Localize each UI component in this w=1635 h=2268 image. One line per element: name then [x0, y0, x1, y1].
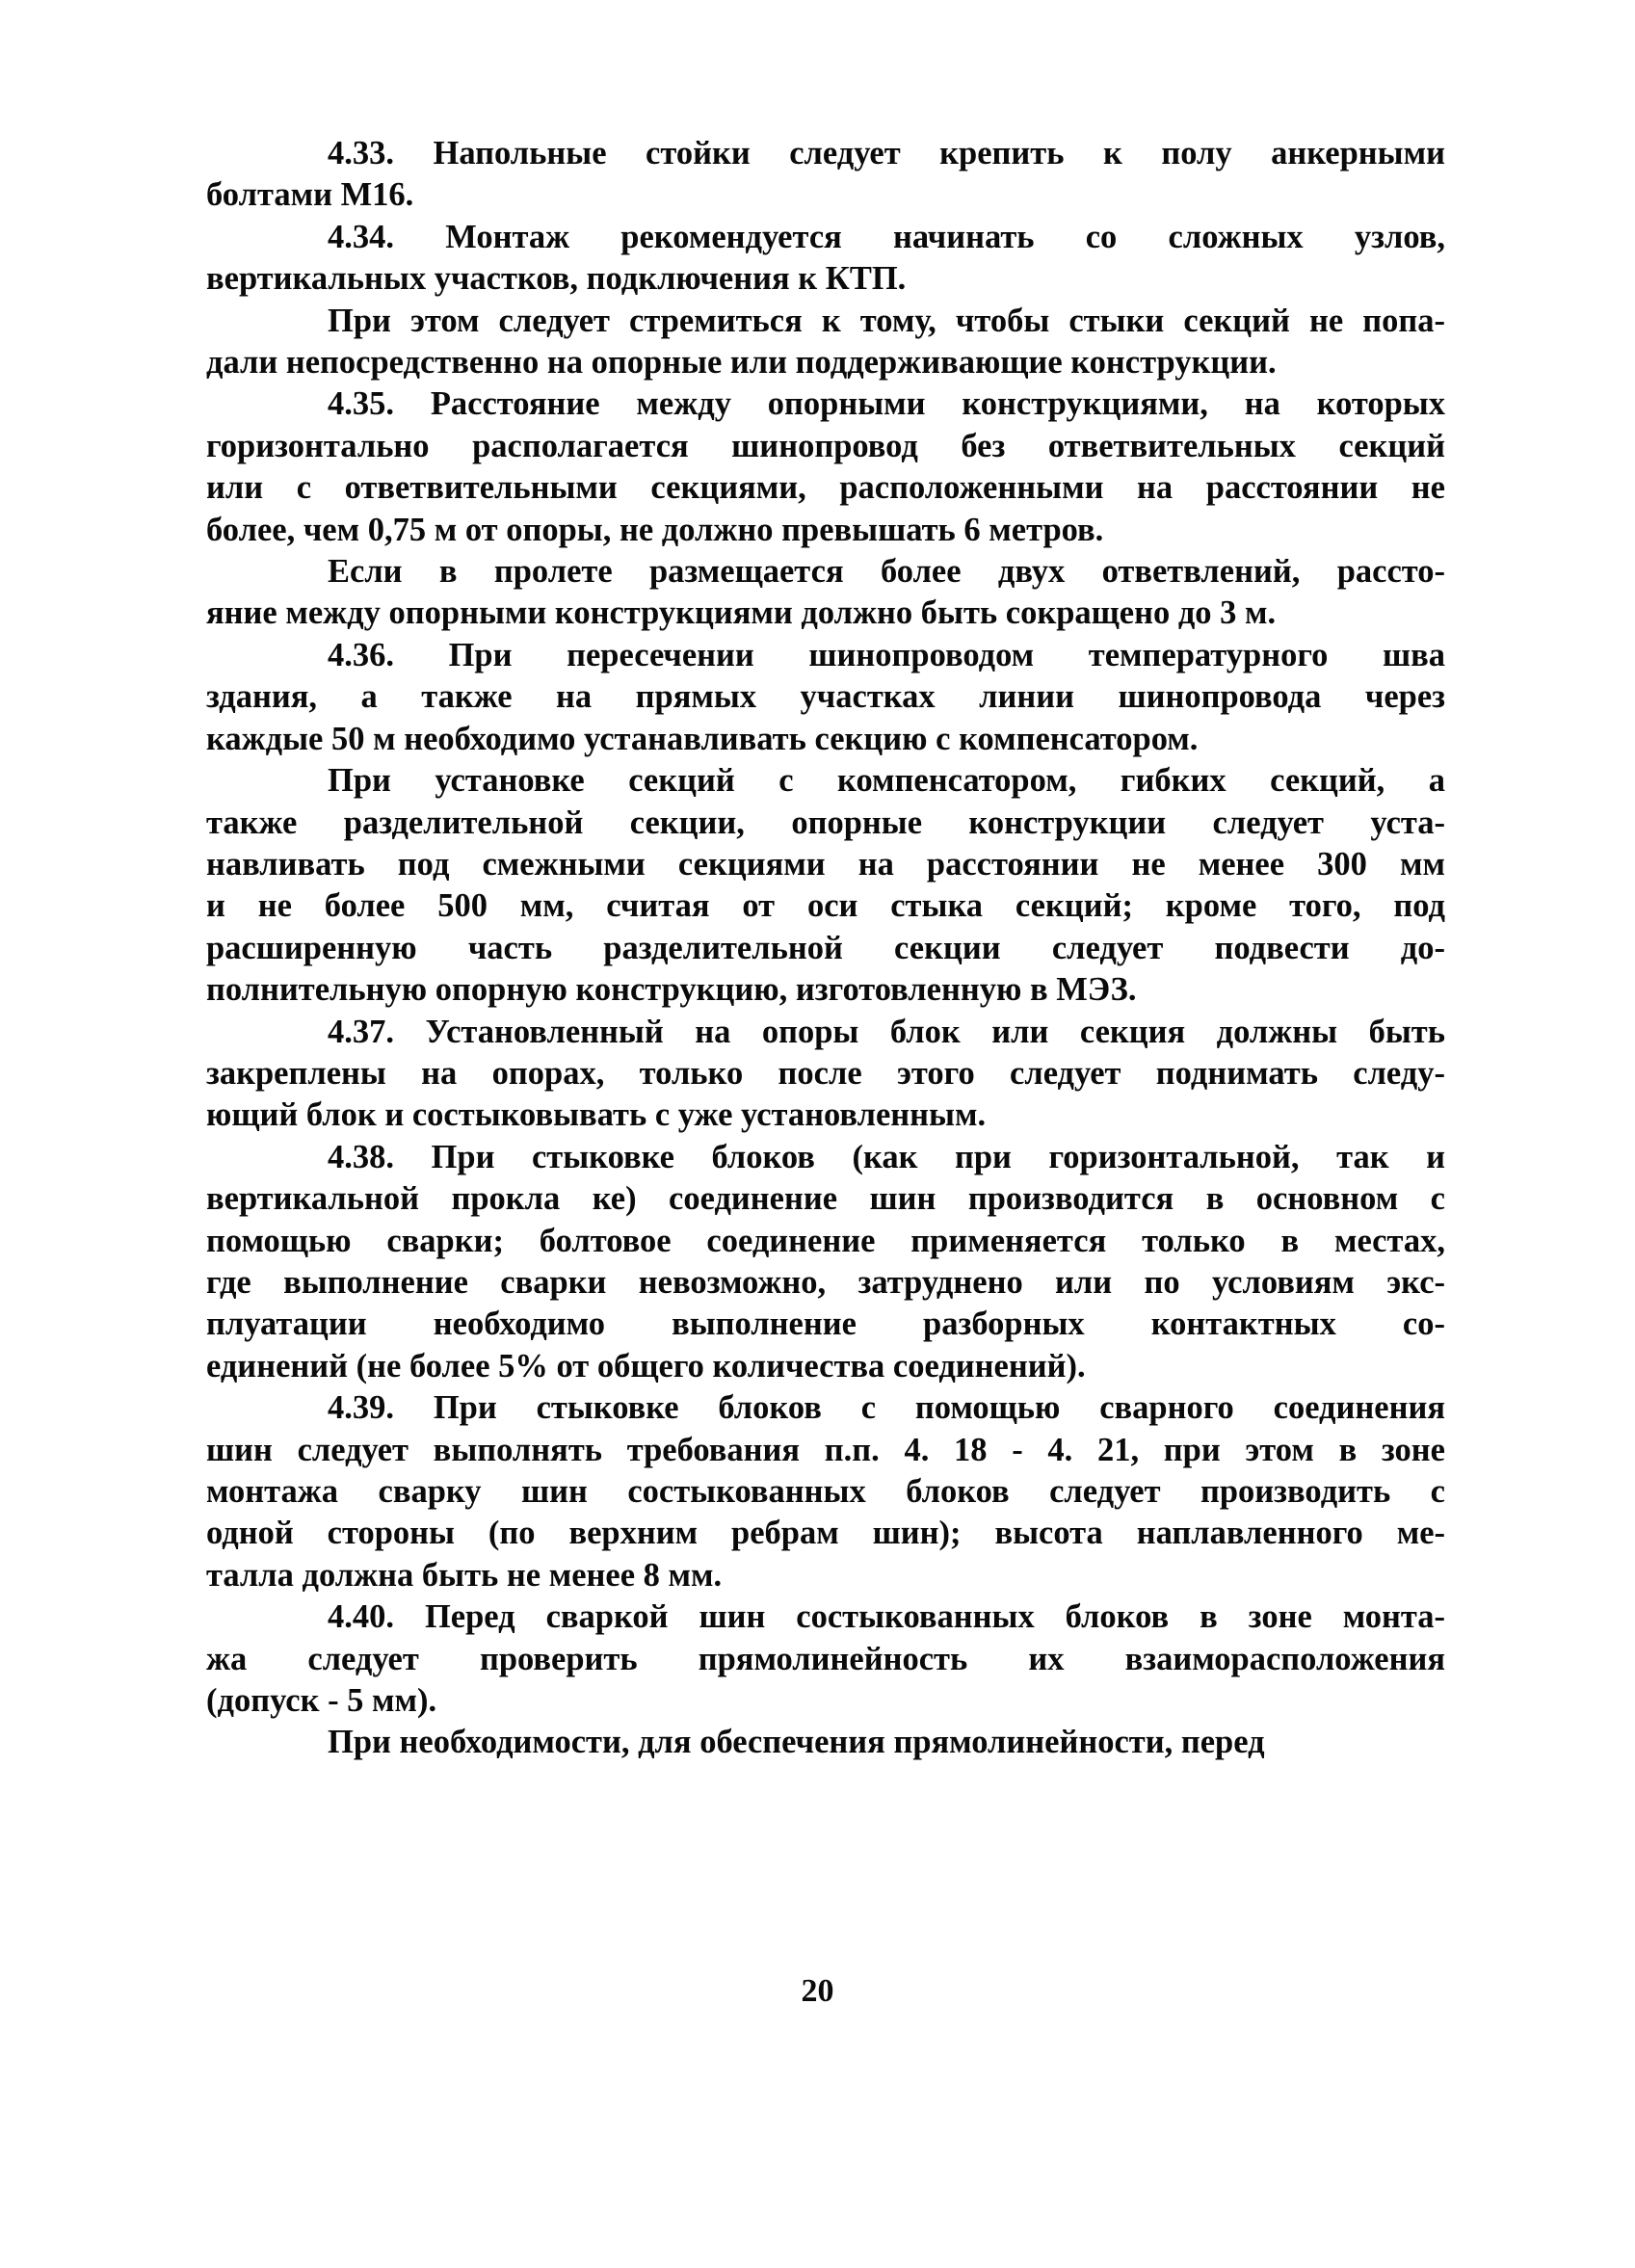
text-line: жа следует проверить прямолинейность их взаиморасположения: [206, 1640, 1445, 1677]
text-line: 4.36. При пересечении шинопроводом температурного шва: [328, 636, 1445, 673]
text-line: и не более 500 мм, считая от оси стыка секций; кроме того, под: [206, 887, 1445, 925]
text-line: каждые 50 м необходимо устанавливать секцию с компенсатором.: [206, 720, 1199, 757]
text-line: плуатации необходимо выполнение разборных контактных со-: [206, 1305, 1445, 1343]
text-line: дали непосредственно на опорные или поддерживающие конструкции.: [206, 344, 1277, 382]
paragraph: [206, 1722, 1445, 1763]
paragraph: [206, 1387, 1445, 1596]
paragraph: [206, 1137, 1445, 1387]
paragraph: [206, 760, 1445, 1011]
text-line: полнительную опорную конструкцию, изготовленную в МЭЗ.: [206, 971, 1137, 1009]
text-line: Если в пролете размещается более двух ответвлений, рассто-: [328, 553, 1445, 591]
paragraph: [206, 133, 1445, 217]
text-line: более, чем 0,75 м от опоры, не должно превышать 6 метров.: [206, 511, 1104, 548]
paragraph: [206, 1012, 1445, 1137]
text-line: 4.34. Монтаж рекомендуется начинать со сложных узлов,: [328, 218, 1445, 255]
text-line: или с ответвительными секциями, расположенными на расстоянии не: [206, 469, 1445, 507]
paragraph: [206, 635, 1445, 760]
text-line: 4.37. Установленный на опоры блок или секция должны быть: [328, 1013, 1445, 1050]
text-line: единений (не более 5% от общего количества соединений).: [206, 1347, 1086, 1385]
paragraph: [206, 301, 1445, 384]
text-line: При необходимости, для обеспечения прямолинейности, перед: [328, 1724, 1265, 1761]
text-line: помощью сварки; болтовое соединение применяется только в местах,: [206, 1222, 1445, 1259]
text-line: При установке секций с компенсатором, гибких секций, а: [328, 762, 1445, 800]
text-line: 4.38. При стыковке блоков (как при горизонтальной, так и: [328, 1138, 1445, 1175]
text-line: горизонтально располагается шинопровод без ответвительных секций: [206, 427, 1445, 464]
paragraph: [206, 217, 1445, 301]
text-line: одной стороны (по верхним ребрам шин); высота наплавленного ме-: [206, 1515, 1445, 1552]
text-line: также разделительной секции, опорные конструкции следует уста-: [206, 804, 1445, 841]
paragraph: [206, 383, 1445, 551]
paragraph: [206, 551, 1445, 635]
text-line: 4.33. Напольные стойки следует крепить к полу анкерными: [328, 135, 1445, 171]
text-line: яние между опорными конструкциями должно быть сокращено до 3 м.: [206, 594, 1277, 632]
text-line: где выполнение сварки невозможно, затруднено или по условиям экс-: [206, 1263, 1445, 1301]
paragraph: [206, 1596, 1445, 1722]
text-line: талла должна быть не менее 8 мм.: [206, 1556, 723, 1594]
text-line: вертикальной прокла ке) соединение шин производится в основном с: [206, 1180, 1445, 1218]
text-line: вертикальных участков, подключения к КТП.: [206, 260, 907, 298]
page-number: 20: [801, 1973, 834, 2009]
text-line: шин следует выполнять требования п.п. 4. 18 - 4. 21, при этом в зоне: [206, 1431, 1445, 1468]
text-line: ющий блок и состыковывать с уже установленным.: [206, 1096, 987, 1134]
text-line: 4.39. При стыковке блоков с помощью сварного соединения: [328, 1389, 1445, 1427]
document-body: [206, 133, 1445, 1764]
text-line: 4.35. Расстояние между опорными конструкциями, на которых: [328, 385, 1445, 423]
text-line: здания, а также на прямых участках линии шинопровода через: [206, 678, 1445, 716]
text-line: закреплены на опорах, только после этого следует поднимать следу-: [206, 1054, 1445, 1092]
text-line: (допуск - 5 мм).: [206, 1682, 437, 1720]
text-line: монтажа сварку шин состыкованных блоков следует производить с: [206, 1473, 1445, 1510]
text-line: 4.40. Перед сваркой шин состыкованных блоков в зоне монта-: [328, 1598, 1445, 1636]
text-line: навливать под смежными секциями на расстоянии не менее 300 мм: [206, 845, 1445, 883]
text-line: болтами М16.: [206, 176, 414, 214]
text-line: При этом следует стремиться к тому, чтобы стыки секций не попа-: [328, 302, 1445, 339]
text-line: расширенную часть разделительной секции следует подвести до-: [206, 929, 1445, 966]
